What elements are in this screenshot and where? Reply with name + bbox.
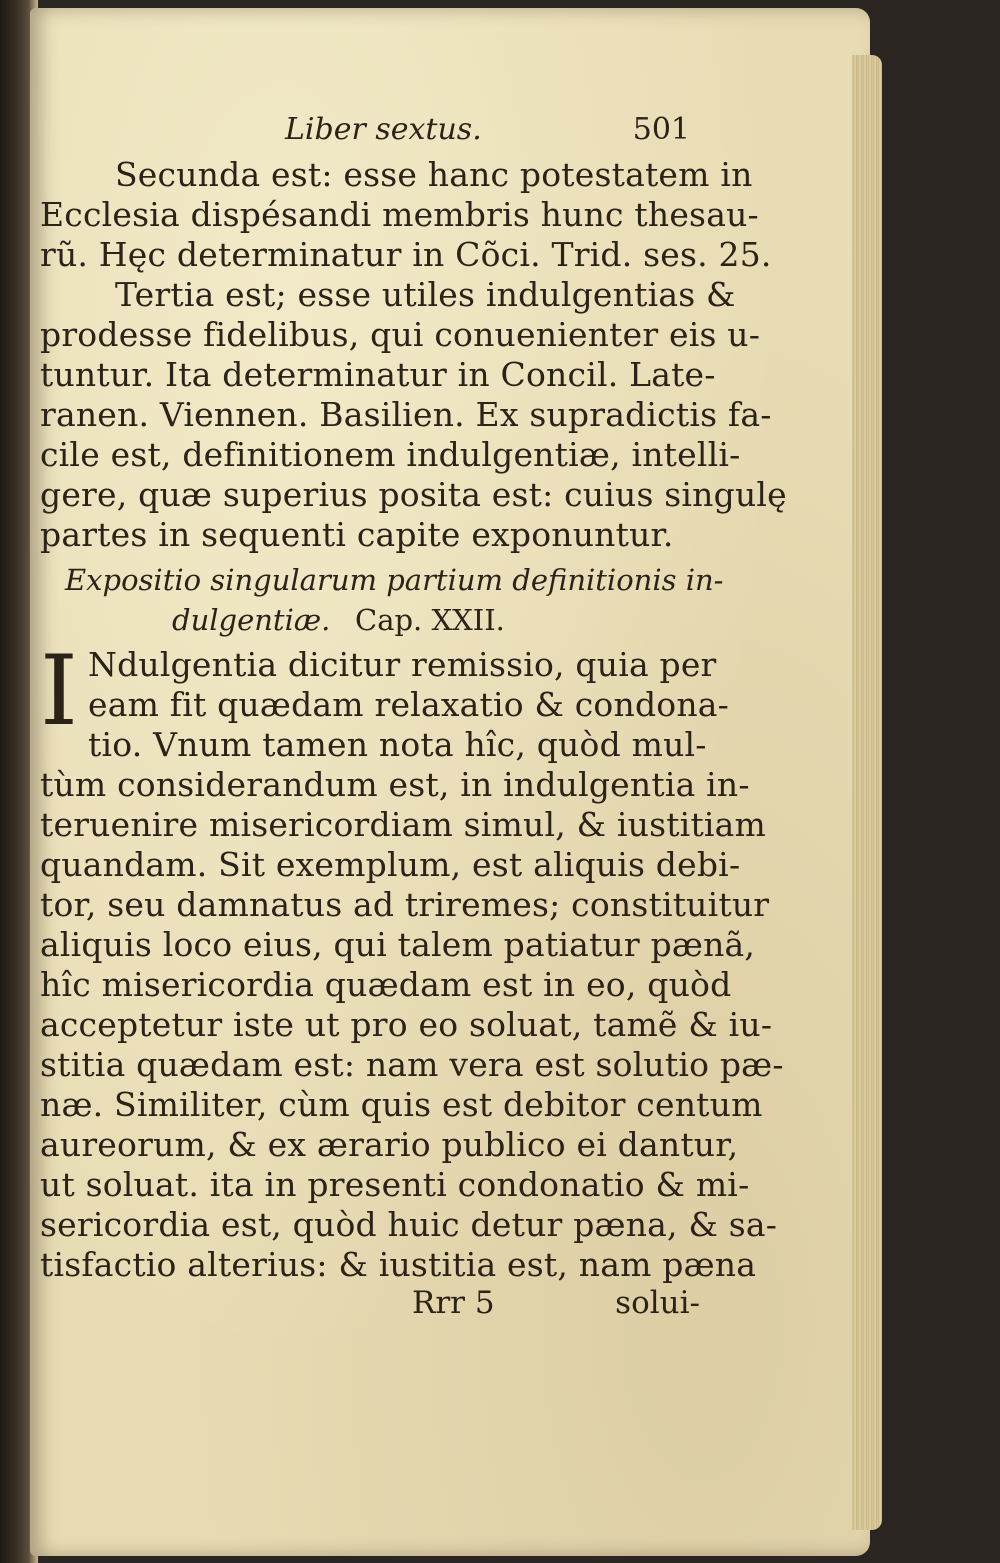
text-line: acceptetur iste ut pro eo soluat, tamẽ & iu- [40, 1005, 773, 1044]
text-line: teruenire misericordiam simul, & iustitiam [40, 805, 767, 844]
chapter-heading: Expositio singularum partium definitionis in- [65, 563, 724, 597]
text-line: tùm considerandum est, in indulgentia in- [40, 765, 750, 804]
page-footer [40, 1285, 700, 1325]
text-line: tisfactio alterius: & iustitia est, nam pæna [40, 1245, 757, 1284]
text-line: Ecclesia dispésandi membris hunc thesau- [40, 195, 759, 234]
text-line: aureorum, & ex ærario publico ei dantur, [40, 1125, 739, 1164]
text-line: gere, quæ superius posita est: cuius singulę [40, 475, 787, 514]
text-line: Secunda est: esse hanc potestatem in [115, 155, 753, 194]
text-line: rũ. Hęc determinatur in Cõci. Trid. ses. 25. [40, 235, 772, 274]
text-line: eam fit quædam relaxatio & condona- [88, 685, 730, 724]
text-line: tuntur. Ita determinatur in Concil. Late- [40, 355, 716, 394]
drop-cap-initial: I [40, 635, 78, 747]
text-line: Tertia est; esse utiles indulgentias & [115, 275, 736, 314]
page-number: 501 [632, 112, 690, 147]
text-line: sericordia est, quòd huic detur pæna, & sa- [40, 1205, 778, 1244]
text-line: quandam. Sit exemplum, est aliquis debi- [40, 845, 741, 884]
text-line: stitia quædam est: nam vera est solutio pæ- [40, 1045, 784, 1084]
page-header [285, 112, 700, 152]
text-line: Ndulgentia dicitur remissio, quia per [88, 645, 717, 684]
text-line: ranen. Viennen. Basilien. Ex supradictis fa- [40, 395, 772, 434]
text-line: næ. Similiter, cùm quis est debitor centum [40, 1085, 763, 1124]
text-line: tio. Vnum tamen nota hîc, quòd mul- [88, 725, 707, 764]
text-line: partes in sequenti capite exponuntur. [40, 515, 674, 554]
text-line: aliquis loco eius, qui talem patiatur pænã, [40, 925, 756, 964]
chapter-heading: dulgentiæ. [172, 603, 331, 637]
page-edges [852, 55, 882, 1530]
text-line: cile est, definitionem indulgentiæ, intelli- [40, 435, 741, 474]
text-line: hîc misericordia quædam est in eo, quòd [40, 965, 732, 1004]
catchword: solui- [615, 1285, 700, 1321]
text-line: prodesse fidelibus, qui conuenienter eis u- [40, 315, 761, 354]
text-line: tor, seu damnatus ad triremes; constituitur [40, 885, 770, 924]
signature-mark: Rrr 5 [412, 1285, 495, 1321]
running-head: Liber sextus. [285, 112, 482, 147]
text-line: ut soluat. ita in presenti condonatio & mi- [40, 1165, 750, 1204]
chapter-label: Cap. XXII. [355, 603, 505, 637]
